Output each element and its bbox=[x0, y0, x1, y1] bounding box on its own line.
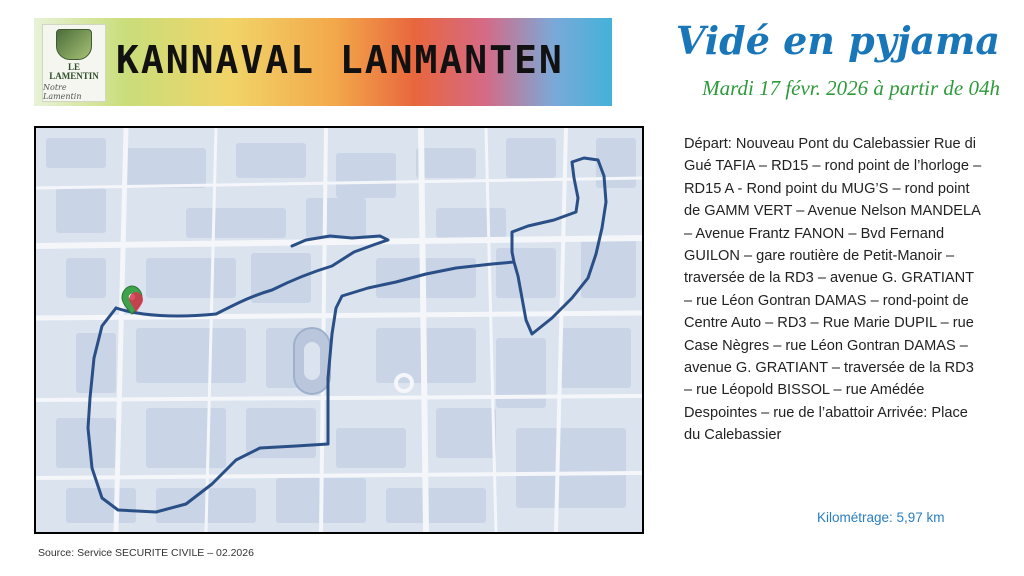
header-banner bbox=[34, 18, 612, 106]
map-canvas bbox=[36, 128, 642, 532]
logo-signature: Notre Lamentin bbox=[43, 83, 82, 101]
source-note: Source: Service SECURITE CIVILE – 02.2026 bbox=[38, 547, 254, 559]
map-blocks bbox=[46, 138, 636, 523]
route-map[interactable] bbox=[34, 126, 644, 534]
event-date: Mardi 17 févr. 2026 à partir de 04h bbox=[702, 76, 1000, 100]
route-description: Départ: Nouveau Pont du Calebassier Rue di Gué TAFIA – RD15 – rond point de l’horloge – RD15 A - Rond point du MUG’S – rond point de GAMM VERT – Avenue Nelson MANDELA – Avenue Frantz FANON – Bvd Fernand GUILON – gare routière de Petit-Manoir – traversée de la RD3 – avenue G. GRATIANT – rue Léon Gontran DAMAS – rond-point de Centre Auto – RD3 – Rue Marie DUPIL – rue Case Nègres – rue Léon Gontran DAMAS – avenue G. GRATIANT – traversée de la RD3 – rue Léopold BISSOL – rue Amédée Despointes – rue de l’abattoir Arrivée: Place du Calebassier bbox=[684, 136, 982, 444]
logo-town-name: LE LAMENTIN bbox=[49, 62, 99, 81]
event-title: Vidé en pyjama bbox=[675, 18, 1000, 63]
crest-icon bbox=[56, 29, 92, 60]
stadium bbox=[294, 328, 330, 394]
banner-title: KANNAVAL LANMANTEN bbox=[116, 38, 564, 82]
town-logo bbox=[42, 24, 106, 102]
route-distance: Kilométrage: 5,97 km bbox=[817, 510, 945, 525]
